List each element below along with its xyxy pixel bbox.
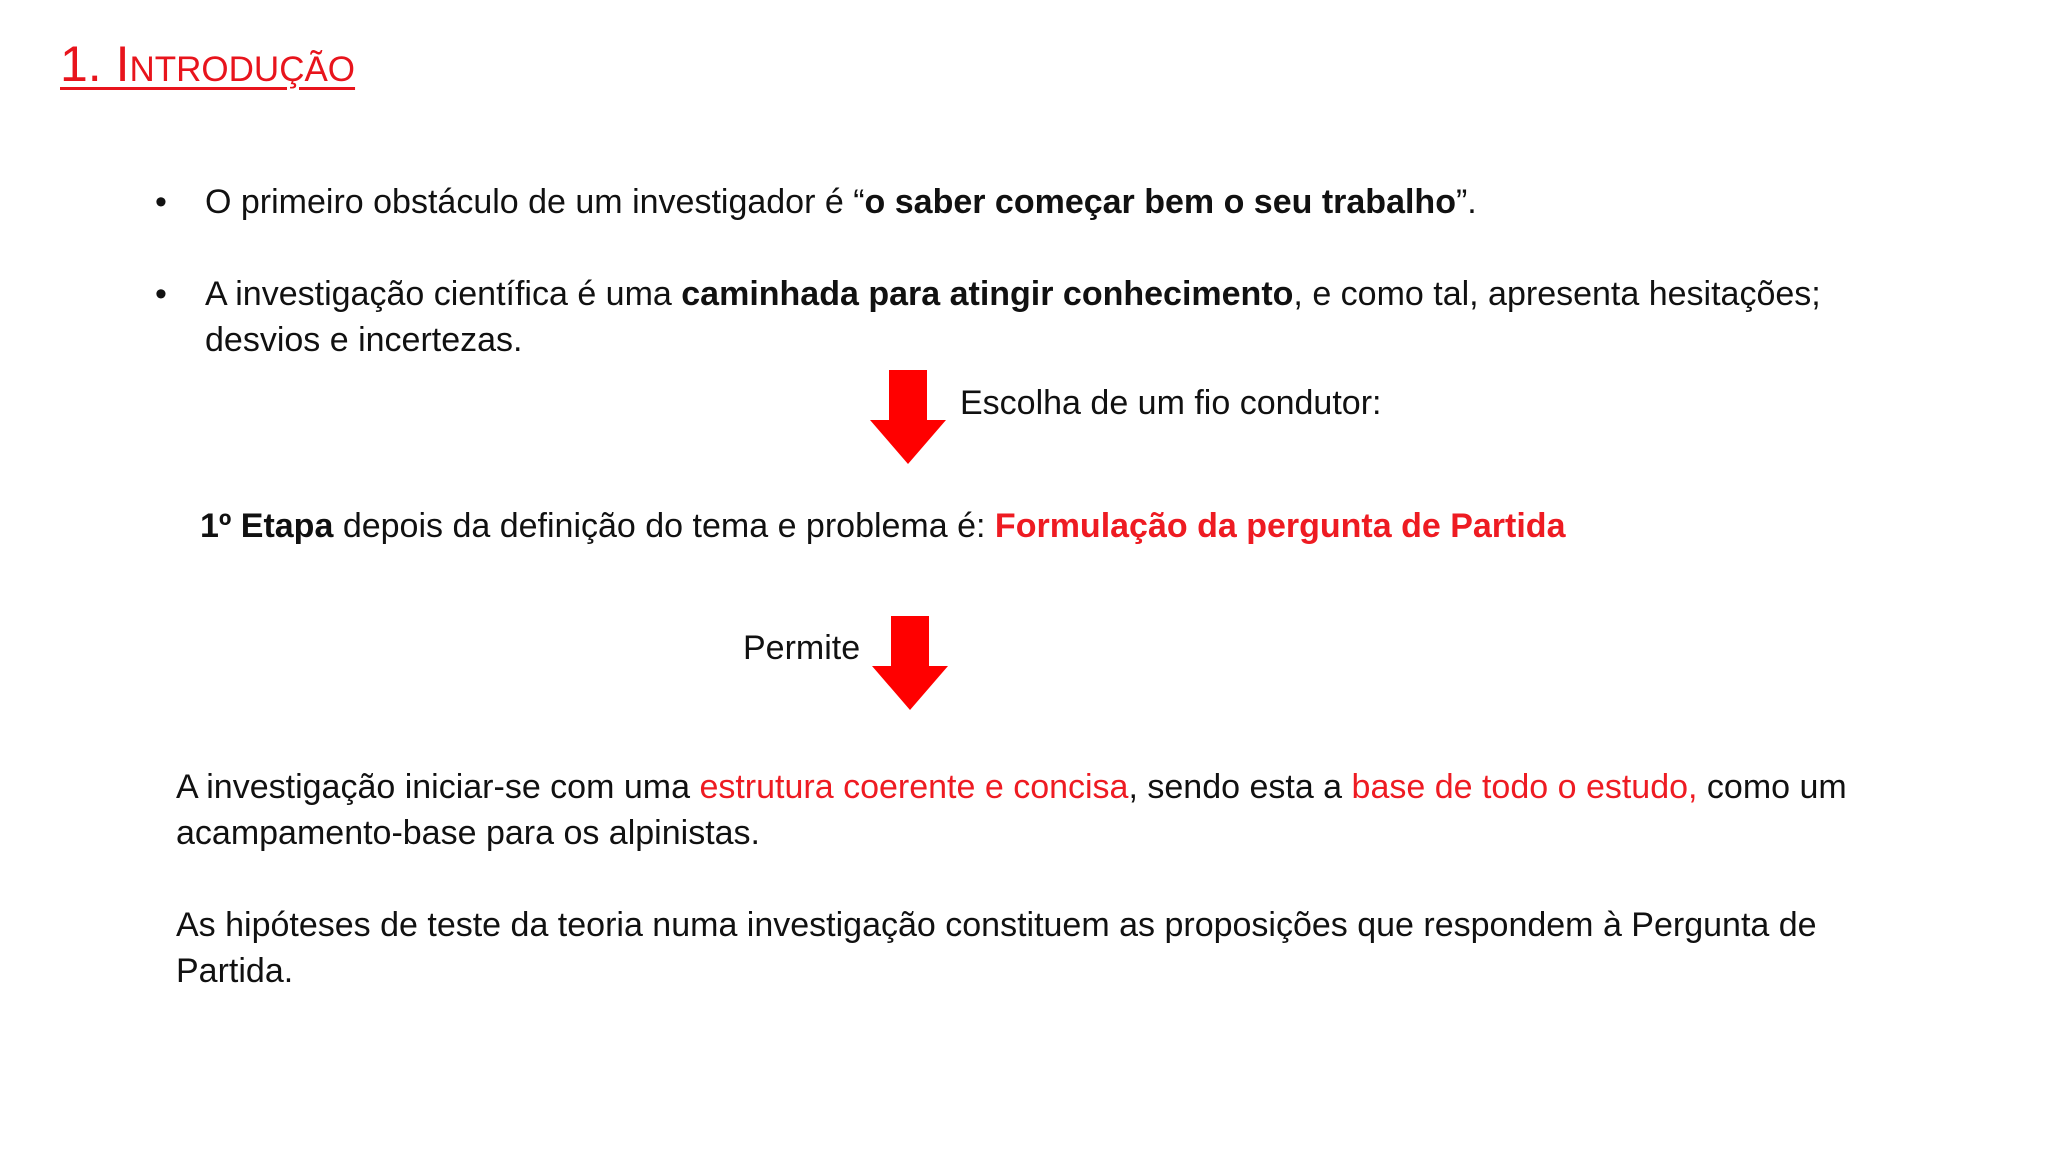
bullet-text <box>205 179 1855 225</box>
paragraph-hypotheses: As hipóteses de teste da teoria numa investigação constituem as proposições que respondem à Pergunta de Partida. <box>176 906 1817 990</box>
paragraph-highlight: base de todo o estudo, <box>1351 768 1698 806</box>
bullet-emphasis: o saber começar bem o seu trabalho <box>864 183 1456 221</box>
bullet-text-part: O primeiro obstáculo de um investigador é “ <box>205 183 865 221</box>
bullet-text-part: ”. <box>1455 183 1477 221</box>
paragraph-highlight: estrutura coerente e concisa <box>699 768 1129 806</box>
paragraph-structure <box>176 764 1866 856</box>
stage-label: 1º Etapa <box>200 507 334 545</box>
bullet-emphasis: caminhada para atingir conhecimento <box>681 275 1294 313</box>
arrow-label-guiding-thread: Escolha de um fio condutor: <box>960 384 1382 422</box>
paragraph-text: , sendo esta a <box>1128 768 1352 806</box>
stage-statement <box>200 503 1565 549</box>
bullet-text <box>205 271 1855 363</box>
paragraph-text: como um acampamento-base para os alpinistas. <box>176 768 1847 852</box>
stage-highlight: Formulação da pergunta de Partida <box>994 507 1566 545</box>
down-arrow-icon <box>872 616 948 710</box>
bullet-text-part: , e como tal, apresenta hesitações; desvios e incertezas. <box>205 275 1821 359</box>
stage-text: depois da definição do tema e problema é: <box>333 507 995 545</box>
slide-title: 1. Introdução <box>60 36 356 92</box>
bullet-marker: • <box>155 275 167 313</box>
down-arrow-icon <box>870 370 946 464</box>
paragraph-text: A investigação iniciar-se com uma <box>176 768 700 806</box>
arrow-label-permite: Permite <box>743 629 861 667</box>
bullet-text-part: A investigação científica é uma <box>205 275 682 313</box>
bullet-marker: • <box>155 183 167 221</box>
